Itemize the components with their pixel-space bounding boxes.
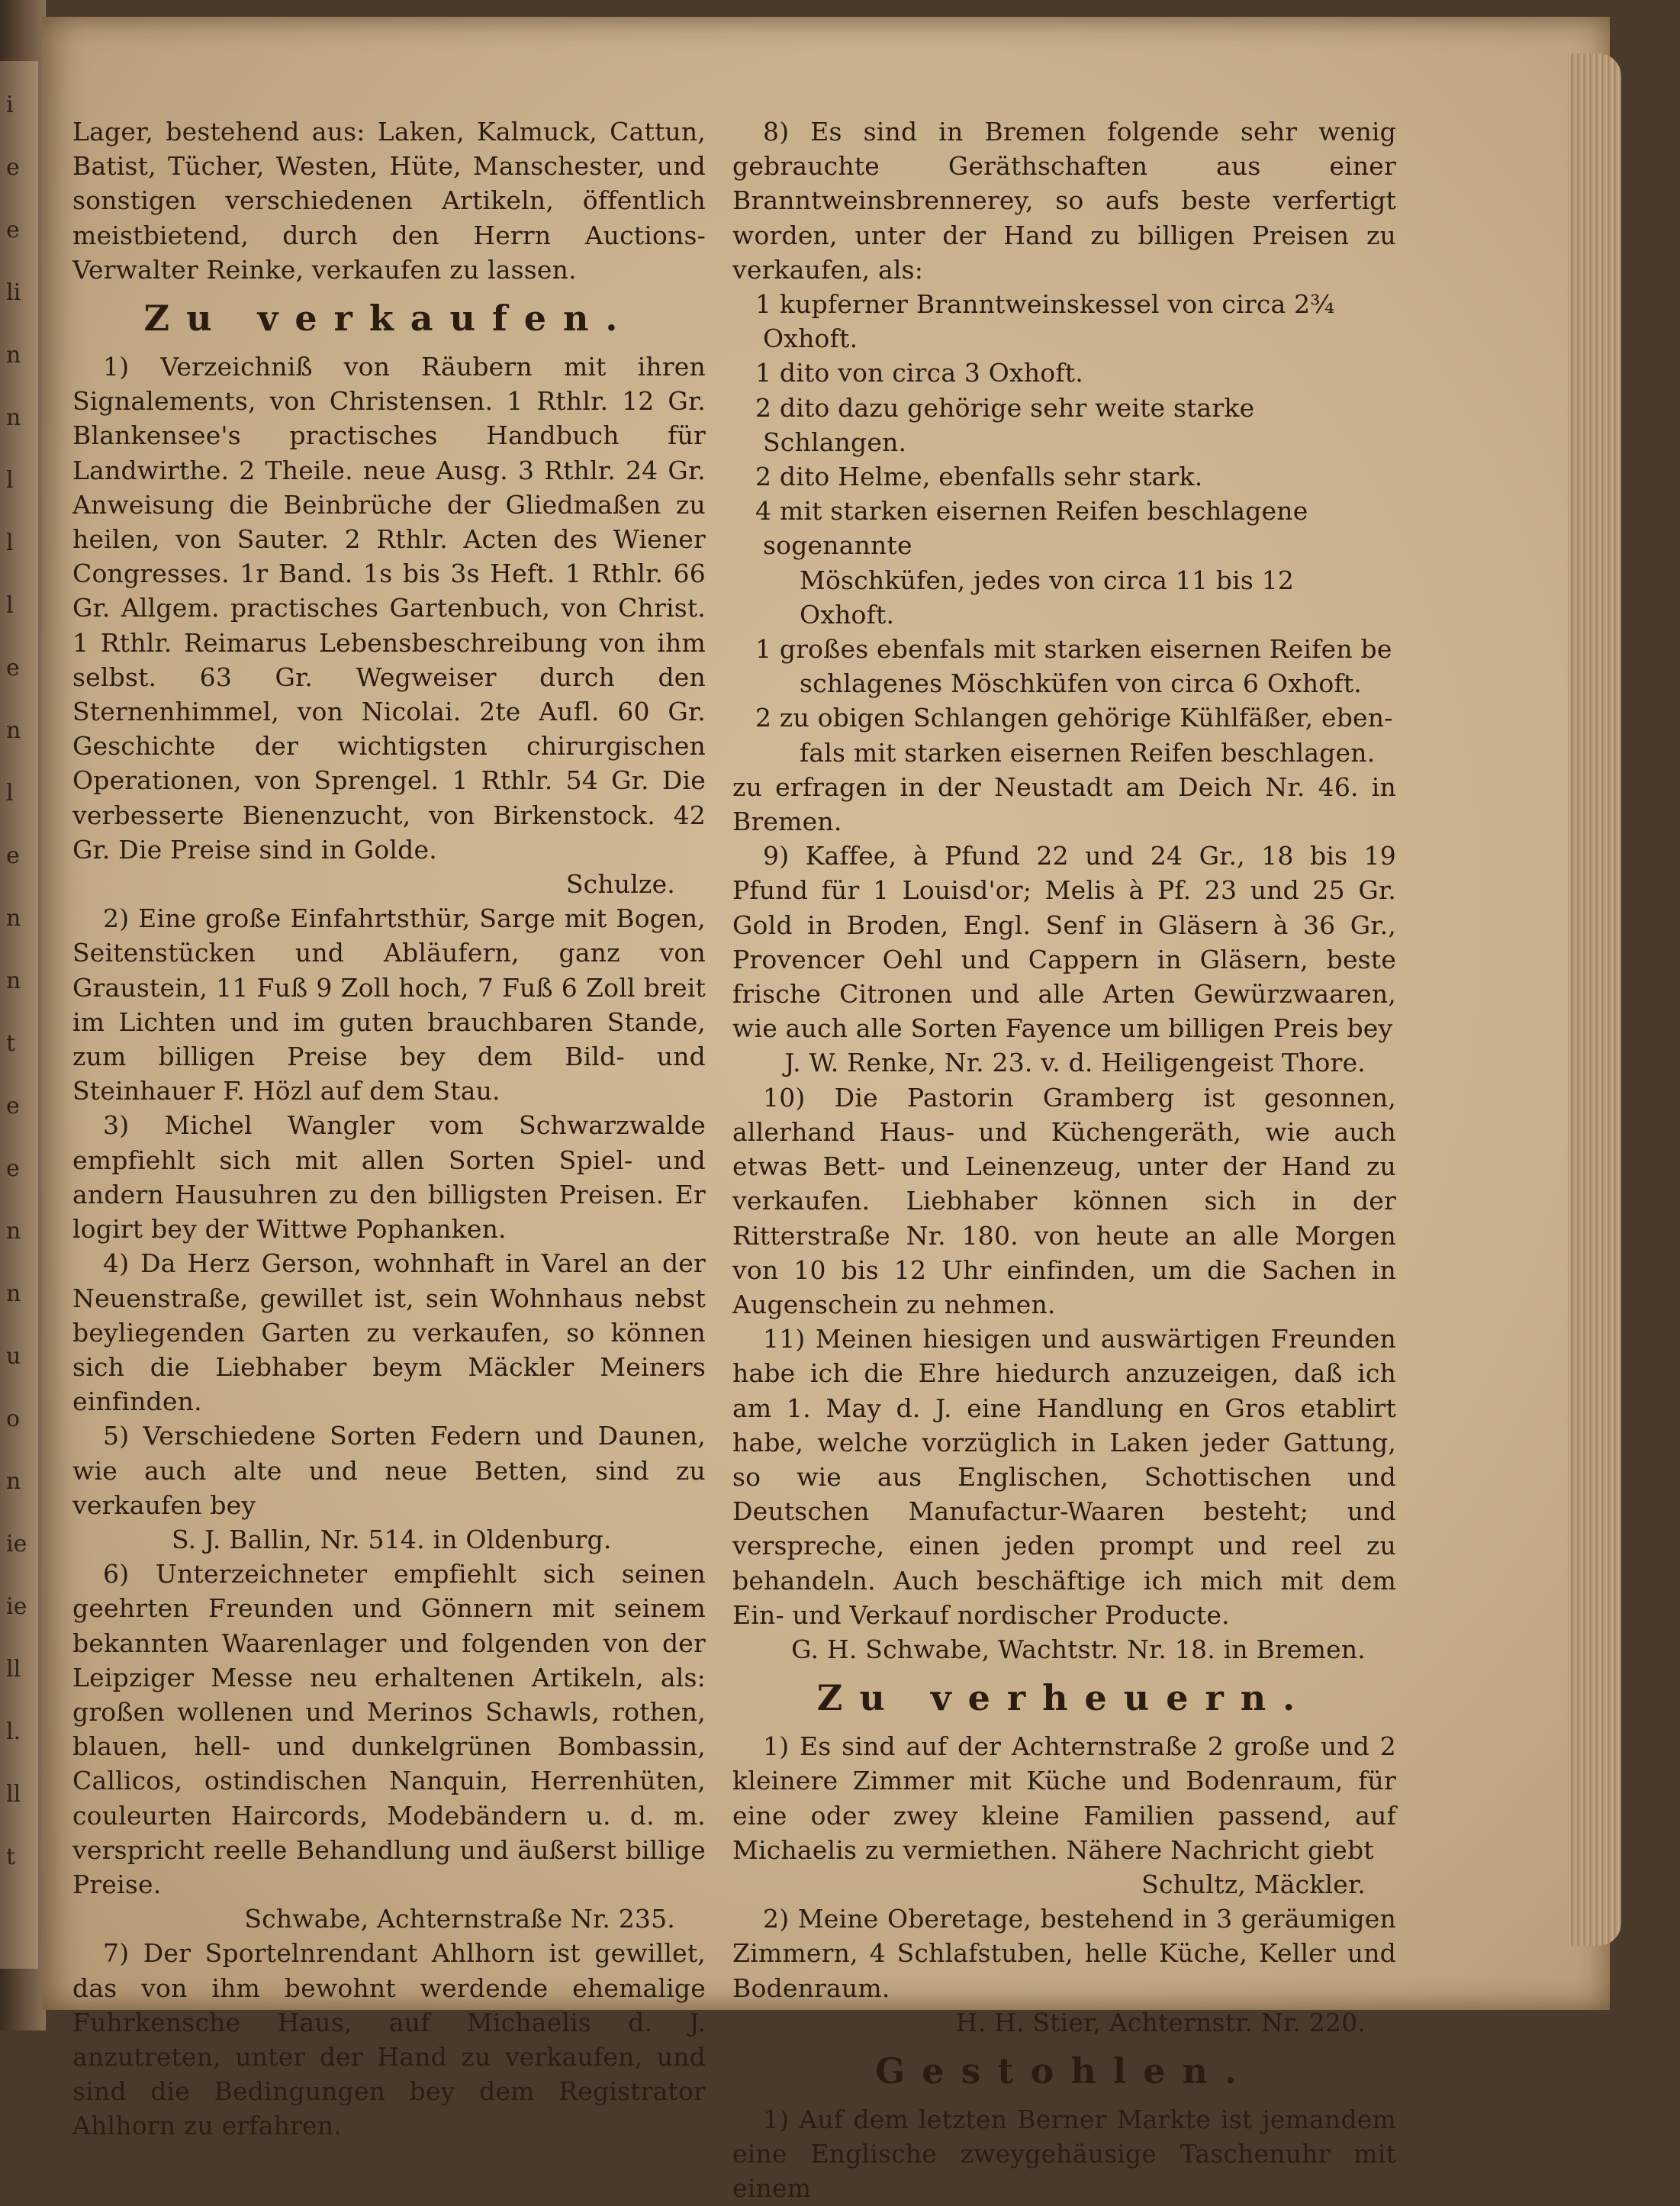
margin-fragment: t [6, 1030, 16, 1057]
notice-7-house: 7) Der Sportelnrendant Ahlhorn ist gewillet, das von ihm bewohnt werdende ehemalige Fuhrkensche Haus, auf Michaelis d. J. anzutreten, unter der Hand zu verkaufen, und sind die Bedingungen bey dem Registrator Ahlhorn zu erfahren. [72, 1938, 706, 2141]
margin-fragment: li [6, 279, 21, 306]
margin-fragment: n [6, 1218, 21, 1245]
margin-fragment: n [6, 905, 21, 932]
distillery-item-line: 1 kupferner Branntweinskessel von circa 2¾ Oxhoft. [755, 289, 1335, 354]
distillery-item [732, 700, 1396, 769]
distillery-item-line: 1 dito von circa 3 Oxhoft. [755, 358, 1083, 388]
margin-fragment: ie [6, 1531, 27, 1557]
margin-fragment: e [6, 1093, 20, 1119]
notice-8-end: zu erfragen in der Neustadt am Deich Nr. 46. in Bremen. [732, 771, 1396, 837]
distillery-item [732, 459, 1396, 494]
previous-page-edge [0, 61, 38, 1969]
distillery-item-line: 4 mit starken eisernen Reifen beschlagene sogenannte [755, 496, 1308, 561]
rent-notice-2-signature: H. H. Stier, Achternstr. Nr. 220. [955, 2007, 1366, 2037]
notice-9-signature: J. W. Renke, Nr. 23. v. d. Heiligengeist Thore. [784, 1048, 1366, 1078]
auction-notice-end: Lager, bestehend aus: Laken, Kalmuck, Cattun, Batist, Tücher, Westen, Hüte, Manschester, und sonstigen verschiedenen Artikeln, öffentlich meistbietend, durch den Herrn Auctions-Verwalter Reinke, verkaufen zu lassen. [72, 117, 706, 285]
rent-notice-1-signature: Schultz, Mäckler. [1141, 1869, 1366, 1899]
section-heading-zu-verkaufen: Zu verkaufen. [143, 298, 635, 340]
distillery-item [732, 632, 1396, 700]
distillery-item-continuation: fals mit starken eisernen Reifen beschlagen. [800, 737, 1376, 768]
notice-5-signature: S. J. Ballin, Nr. 514. in Oldenburg. [172, 1524, 612, 1554]
margin-fragment: u [6, 1343, 21, 1370]
notice-5-feathers: 5) Verschiedene Sorten Federn und Daunen, wie auch alte und neue Betten, sind zu verkaufen bey [72, 1421, 706, 1520]
rent-notice-2: 2) Meine Oberetage, bestehend in 3 geräumigen Zimmern, 4 Schlafstuben, helle Küche, Keller und Bodenraum. [732, 1904, 1396, 2003]
margin-fragment: ie [6, 1593, 27, 1620]
distillery-item-line: 1 großes ebenfals mit starken eisernen Reifen be [755, 634, 1392, 665]
margin-fragment: ll [6, 1656, 21, 1683]
notice-4-house: 4) Da Herz Gerson, wohnhaft in Varel an der Neuenstraße, gewillet ist, sein Wohnhaus nebst beyliegenden Garten zu verkaufen, so können sich die Liebhaber beym Mäckler Meiners einfinden. [72, 1248, 706, 1417]
distillery-item-continuation: Möschküfen, jedes von circa 11 bis 12 Oxhoft. [800, 565, 1295, 630]
margin-fragment: l [6, 530, 14, 556]
margin-fragment: l [6, 467, 14, 494]
left-column [72, 114, 706, 2143]
margin-fragment: e [6, 217, 20, 243]
margin-fragment: i [6, 92, 14, 118]
margin-fragment: e [6, 655, 20, 681]
right-column [732, 114, 1396, 2206]
distillery-item-list [732, 287, 1396, 770]
notice-11-trade: 11) Meinen hiesigen und auswärtigen Freunden habe ich die Ehre hiedurch anzuzeigen, daß ich am 1. May d. J. eine Handlung en Gros etablirt habe, welche vorzüglich in Laken jeder Gattung, so wie aus Englischen, Schottischen und Deutschen Manufactur-Waaren besteht; und verspreche, einen jeden prompt und reel zu behandeln. Auch beschäftige ich mich mit dem Ein- und Verkauf nordischer Producte. [732, 1324, 1396, 1630]
rent-notice-1: 1) Es sind auf der Achternstraße 2 große und 2 kleinere Zimmer mit Küche und Bodenraum, für eine oder zwey kleine Familien passend, auf Michaelis zu vermiethen. Nähere Nachricht giebt [732, 1731, 1396, 1865]
distillery-item-line: 2 dito Helme, ebenfalls sehr stark. [755, 462, 1203, 492]
notice-8-distillery: 8) Es sind in Bremen folgende sehr wenig gebrauchte Geräthschaften aus einer Branntweinsbrennerey, so aufs beste verfertigt worden, unter der Hand zu billigen Preisen zu verkaufen, als: [732, 117, 1396, 285]
margin-fragment: ll [6, 1781, 21, 1808]
notice-2-door: 2) Eine große Einfahrtsthür, Sarge mit Bogen, Seitenstücken und Abläufern, ganz von Graustein, 11 Fuß 9 Zoll hoch, 7 Fuß 6 Zoll breit im Lichten und im guten brauchbaren Stande, zum billigen Preise bey dem Bild- und Steinhauer F. Hözl auf dem Stau. [72, 903, 706, 1106]
distillery-item [732, 391, 1396, 459]
margin-fragment: n [6, 1280, 21, 1307]
notice-6-signature: Schwabe, Achternstraße Nr. 235. [244, 1904, 675, 1934]
margin-fragment: n [6, 1468, 21, 1495]
margin-fragment: e [6, 1155, 20, 1182]
notice-1-signature: Schulze. [565, 869, 675, 900]
margin-fragment: n [6, 342, 21, 369]
notice-1-books: 1) Verzeichniß von Räubern mit ihren Signalements, von Christensen. 1 Rthlr. 12 Gr. Blankensee's practisches Handbuch für Landwirthe. 2 Theile. neue Ausg. 3 Rthlr. 24 Gr. Anweisung die Beinbrüche der Gliedmaßen zu heilen, von Sauter. 2 Rthlr. Acten des Wiener Congresses. 1r Band. 1s bis 3s Heft. 1 Rthlr. 66 Gr. Allgem. practisches Gartenbuch, von Christ. 1 Rthlr. Reimarus Lebensbeschreibung von ihm selbst. 63 Gr. Wegweiser durch den Sternenhimmel, von Nicolai. 2te Aufl. 60 Gr. Geschichte der wichtigsten chirurgischen Operationen, von Sprengel. 1 Rthlr. 54 Gr. Die verbesserte Bienenzucht, von Birkenstock. 42 Gr. Die Preise sind in Golde. [72, 352, 706, 865]
margin-fragment: o [6, 1406, 21, 1432]
margin-fragment: l [6, 780, 14, 807]
margin-fragment: n [6, 717, 21, 744]
section-heading-zu-verheuern: Zu verheuern. [816, 1677, 1312, 1719]
notice-6-textiles: 6) Unterzeichneter empfiehlt sich seinen geehrten Freunden und Gönnern mit seinem bekannten Waarenlager und folgenden von der Leipziger Messe neu erhaltenen Artikeln, als: großen wollenen und Merinos Schawls, rothen, blauen, hell- und dunkelgrünen Bombassin, Callicos, ostindischen Nanquin, Herrenhüten, couleurten Haircords, Modebändern u. d. m. verspricht reelle Behandlung und äußerst billige Preise. [72, 1559, 706, 1899]
margin-fragment: t [6, 1844, 16, 1870]
distillery-item-continuation: schlagenes Möschküfen von circa 6 Oxhoft. [800, 668, 1362, 699]
margin-fragment: e [6, 842, 20, 869]
margin-fragment: n [6, 968, 21, 994]
section-heading-gestohlen: Gestohlen. [874, 2050, 1254, 2092]
margin-fragment: n [6, 404, 21, 431]
distillery-item [732, 494, 1396, 632]
distillery-item-line: 2 dito dazu gehörige sehr weite starke Schlangen. [755, 392, 1255, 457]
notice-11-signature: G. H. Schwabe, Wachtstr. Nr. 18. in Bremen. [791, 1634, 1366, 1664]
distillery-item [732, 356, 1396, 390]
notice-3-clocks: 3) Michel Wangler vom Schwarzwalde empfiehlt sich mit allen Sorten Spiel- und andern Hausuhren zu den billigsten Preisen. Er logirt bey der Wittwe Pophanken. [72, 1110, 706, 1245]
margin-fragment: e [6, 154, 20, 181]
margin-fragment: l. [6, 1718, 21, 1745]
stolen-notice-1: 1) Auf dem letzten Berner Markte ist jemandem eine Englische zweygehäusige Taschenuhr mit einem [732, 2104, 1396, 2204]
distillery-item-line: 2 zu obigen Schlangen gehörige Kühlfäßer, eben- [755, 703, 1393, 733]
margin-fragment: l [6, 592, 14, 619]
page-stack-edge [1568, 53, 1621, 1946]
notice-9-coffee: 9) Kaffee, à Pfund 22 und 24 Gr., 18 bis 19 Pfund für 1 Louisd'or; Melis à Pf. 23 und 25 Gr. Gold in Broden, Engl. Senf in Gläsern à 36 Gr., Provencer Oehl und Cappern in Gläsern, beste frische Citronen und alle Arten Gewürzwaaren, wie auch alle Sorten Fayence um billigen Preis bey [732, 841, 1396, 1044]
distillery-item [732, 287, 1396, 356]
notice-10-household: 10) Die Pastorin Gramberg ist gesonnen, allerhand Haus- und Küchengeräth, wie auch etwas Bett- und Leinenzeug, unter der Hand zu verkaufen. Liebhaber können sich in der Ritterstraße Nr. 180. von heute an alle Morgen von 10 bis 12 Uhr einfinden, um die Sachen in Augenschein zu nehmen. [732, 1082, 1396, 1319]
